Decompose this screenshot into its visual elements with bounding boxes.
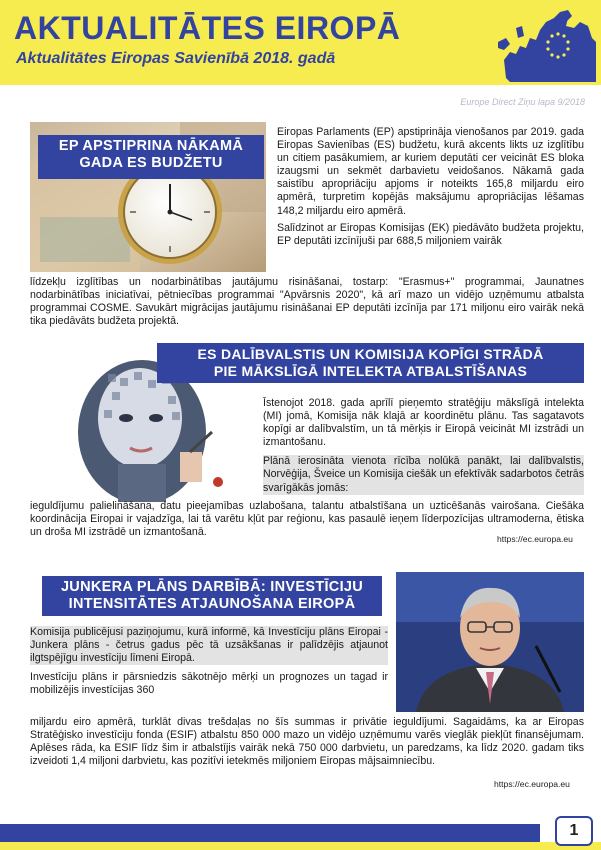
portrait-image	[396, 572, 584, 712]
heading-line: ES DALĪBVALSTIS UN KOMISIJA KOPĪGI STRĀDĀ	[197, 346, 544, 362]
budget-text-full	[30, 276, 584, 328]
source-link[interactable]: https://ec.europa.eu	[494, 779, 570, 789]
page-subtitle: Aktualitātes Eiropas Savienībā 2018. gadā	[16, 50, 336, 67]
heading-line: INTENSITĀTES ATJAUNOŠANA EIROPĀ	[68, 596, 356, 612]
juncker-text-column	[30, 626, 388, 697]
article-paragraph: ieguldījumu palielināšana, datu pieejamības uzlabošana, talantu atbalstīšana un uzticēšanās vairošana. Ciešāka koordinācija Eiropai ir vajadzīga, lai tā varētu kļūt par reģionu, kas pasaulē ieņem līderpozīcijas ultramoderna, ētiska un droša MI izstrādē un izmantošanā.	[30, 500, 584, 539]
footer-bar	[0, 824, 540, 842]
article-paragraph: Īstenojot 2018. gada aprīlī pieņemto stratēģiju mākslīgā intelekta (MI) jomā, Komisija nāk klajā ar koordinētu plānu. Tas sagatavots kopīgi ar dalībvalstīm, un tā mērķis ir Eiropā veicināt MI izstrādi un izmantošanu.	[263, 397, 584, 449]
eu-map-icon	[496, 8, 596, 82]
footer-stripe	[0, 842, 601, 850]
issue-label: Europe Direct Ziņu lapa 9/2018	[460, 97, 585, 107]
heading-line: PIE MĀKSLĪGĀ INTELEKTA ATBALSTĪŠANAS	[213, 363, 528, 379]
article-paragraph: Eiropas Parlaments (EP) apstiprināja vienošanos par 2019. gada Eiropas Savienības (ES) budžetu, kurā akcents likts uz izglītību un citiem pasākumiem, ar kuriem deputāti cer veicināt ES bloka izaugsmi un sekmēt darbavietu veidošanos. Nākamā gada saistību apropriāciju apjoms ir noteikts 165,8 miljardu eiro apmērā, turpretim kopējās maksājumu apropriācijas lēšamas 148,2 miljardu eiro apmērā.	[277, 126, 584, 217]
page-number: 1	[555, 816, 593, 846]
juncker-text-full	[30, 716, 584, 768]
budget-heading	[38, 135, 264, 179]
ai-text-column	[263, 397, 584, 495]
heading-line: JUNKERA PLĀNS DARBĪBĀ: INVESTĪCIJU	[60, 579, 364, 595]
article-paragraph: Plānā ierosināta vienota rīcība nolūkā panākt, lai dalībvalstis, Norvēģija, Šveice un Komisija ciešāk un efektīvāk sadarbotos četrās svarīgākās jomās:	[263, 455, 584, 494]
ai-heading	[157, 343, 584, 383]
budget-text-column	[277, 126, 584, 248]
heading-line: EP APSTIPRINA NĀKAMĀ	[58, 138, 244, 154]
source-link[interactable]: https://ec.europa.eu	[497, 534, 573, 544]
heading-line: GADA ES BUDŽETU	[79, 155, 223, 171]
juncker-photo	[396, 572, 584, 712]
article-paragraph: Investīciju plāns ir pārsniedzis sākotnējo mērķi un prognozes un tagad ir mobilizējis investīcijas 360	[30, 671, 388, 697]
article-paragraph: miljardu eiro apmērā, turklāt divas trešdaļas no šīs summas ir privātie ieguldījumi. Sagaidāms, ka ar Eiropas Stratēģisko investīciju fonda (ESIF) atbalstu 850 000 mazo un vidējo uzņēmumu varēs vieglāk piekļūt finansējumam. Aplēses rāda, ka ESIF līdz šim ir atbalstījis vairāk nekā 750 000 darbvietu, un paredzams, ka līdz 2020. gadam tiks izveidoti 1,4 miljoni darbvietu, kas pozitīvi ietekmēs miljoniem Eiropas mājsaimniecību.	[30, 716, 584, 768]
article-paragraph: Salīdzinot ar Eiropas Komisijas (EK) piedāvāto budžeta projektu, EP deputāti izcīnījuši par 688,5 miljoniem vairāk	[277, 221, 584, 247]
article-paragraph: līdzekļu izglītības un nodarbinātības jautājumu risināšanai, tostarp: "Erasmus+" programmai, Jaunatnes nodarbinātības iniciatīvai, pētniecības programmai "Apvārsnis 2020", kā arī mazo un vidējo uzņēmumu atbalsta programmai COSME. Savukārt migrācijas jautājumu risināšanai EP deputāti izcīnīja par 171 miljonu eiro vairāk nekā tika piedāvāts budžeta projektā.	[30, 276, 584, 328]
article-paragraph: Komisija publicējusi paziņojumu, kurā informē, kā Investīciju plāns Eiropai - Junkera plāns - četrus gadus pēc tā uzsākšanas ir palīdzējis atjaunot ilgtspējīgu investīciju līmeni Eiropā.	[30, 626, 388, 665]
page-title: AKTUALITĀTES EIROPĀ	[14, 10, 401, 46]
juncker-heading	[42, 576, 382, 616]
